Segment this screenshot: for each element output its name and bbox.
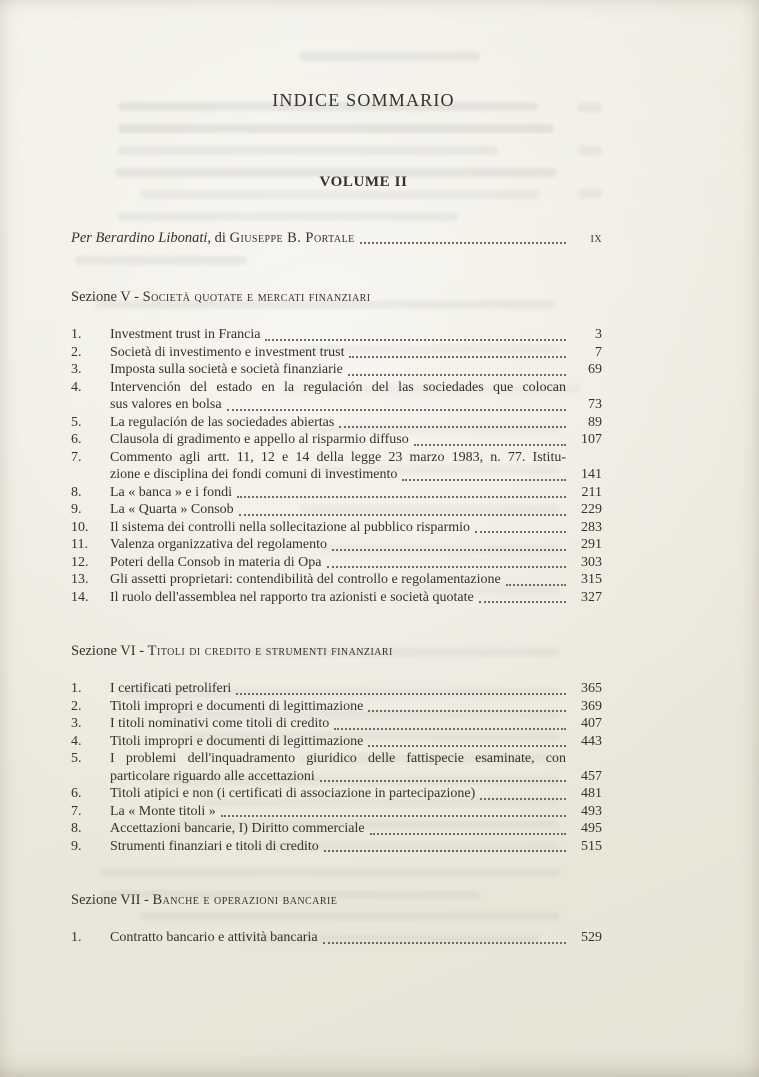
toc-item xyxy=(71,820,602,838)
toc-item xyxy=(71,414,602,432)
dot-leader xyxy=(475,531,566,533)
item-number: 2. xyxy=(71,698,82,714)
toc-item xyxy=(71,449,602,484)
item-number: 7. xyxy=(71,803,82,819)
item-text: Poteri della Consob in materia di Opa xyxy=(110,554,322,570)
item-text: Valenza organizzativa del regolamento xyxy=(110,537,328,552)
toc-item xyxy=(71,733,602,751)
section-label: Sezione V xyxy=(71,289,131,305)
dot-leader xyxy=(349,356,566,358)
dot-leader xyxy=(480,798,566,800)
toc-item xyxy=(71,519,602,537)
toc-item xyxy=(71,571,602,589)
item-number: 6. xyxy=(71,786,82,801)
item-body xyxy=(110,733,602,751)
page-number: 481 xyxy=(581,786,602,801)
item-text: Titoli atipici e non (i certificati di associazione in partecipazione) xyxy=(110,786,476,801)
page-number: 457 xyxy=(581,768,602,784)
dot-leader xyxy=(324,850,566,852)
dedication-connector: , di xyxy=(207,230,230,246)
item-number: 8. xyxy=(71,821,82,836)
dedication-text xyxy=(71,229,355,247)
item-body xyxy=(110,554,602,572)
toc-item xyxy=(71,680,602,698)
page-number: 211 xyxy=(581,484,602,500)
item-body xyxy=(110,414,602,432)
page-title: INDICE SOMMARIO xyxy=(272,90,455,110)
page-number: 69 xyxy=(588,362,602,377)
item-number: 9. xyxy=(71,838,82,854)
dot-leader xyxy=(327,566,566,568)
item-body xyxy=(110,361,602,379)
toc-item xyxy=(71,501,602,519)
item-text: Accettazioni bancarie, I) Diritto commerciale xyxy=(110,821,365,836)
item-number: 8. xyxy=(71,484,82,500)
toc-item xyxy=(71,326,602,344)
toc-item xyxy=(71,589,602,607)
dot-leader xyxy=(506,584,566,586)
toc-item xyxy=(71,750,602,785)
dedication-entry xyxy=(71,229,602,247)
sections xyxy=(71,289,759,947)
item-body xyxy=(110,589,602,607)
item-body xyxy=(110,536,602,554)
section-title: Titoli di credito e strumenti finanziari xyxy=(147,643,393,659)
dot-leader xyxy=(360,242,566,244)
item-body xyxy=(110,484,602,502)
item-text: I titoli nominativi come titoli di credito xyxy=(110,716,330,731)
item-text: La « Quarta » Consob xyxy=(110,502,234,517)
toc-item xyxy=(71,698,602,716)
item-body xyxy=(110,803,602,821)
item-body xyxy=(110,838,602,856)
dot-leader xyxy=(265,339,566,341)
item-number: 4. xyxy=(71,379,82,395)
page-number: 291 xyxy=(581,537,602,552)
item-body xyxy=(110,519,602,537)
item-text: Titoli impropri e documenti di legittimazione xyxy=(110,698,364,714)
item-number: 13. xyxy=(71,572,89,587)
item-number: 3. xyxy=(71,362,82,377)
section-heading xyxy=(71,643,759,660)
item-text: Imposta sulla società e società finanziarie xyxy=(110,362,343,377)
dot-leader xyxy=(370,833,566,835)
item-text: Commento agli artt. 11, 12 e 14 della legge 23 marzo 1983, n. 77. Istitu- xyxy=(110,449,566,465)
section-heading xyxy=(71,289,759,306)
dot-leader xyxy=(334,728,566,730)
page-number: 89 xyxy=(588,414,602,430)
item-text: Il sistema dei controlli nella sollecitazione al pubblico risparmio xyxy=(110,519,471,535)
dot-leader xyxy=(237,496,566,498)
page-number: 73 xyxy=(588,397,602,412)
item-text: zione e disciplina dei fondi comuni di investimento xyxy=(110,467,398,482)
page-number: 327 xyxy=(581,589,602,605)
item-number: 10. xyxy=(71,519,89,535)
page-number: 303 xyxy=(581,554,602,570)
item-body xyxy=(110,929,602,947)
item-body xyxy=(110,431,602,449)
section-label: Sezione VII xyxy=(71,892,141,908)
item-text: sus valores en bolsa xyxy=(110,397,222,412)
item-body xyxy=(110,750,602,785)
item-text: I certificati petroliferi xyxy=(110,681,232,696)
item-text: Il ruolo dell'assemblea nel rapporto tra azionisti e società quotate xyxy=(110,589,474,605)
section-items xyxy=(71,929,602,947)
dot-leader xyxy=(332,549,566,551)
page-number: 315 xyxy=(581,572,602,587)
item-text: particolare riguardo alle accettazioni xyxy=(110,768,315,784)
toc-item xyxy=(71,838,602,856)
section-title: Società quotate e mercati finanziari xyxy=(142,289,371,305)
dedication-work-title: Per Berardino Libonati xyxy=(71,230,208,246)
dedication-page-number: ix xyxy=(590,230,602,246)
page-number: 369 xyxy=(581,698,602,714)
page-number: 495 xyxy=(581,821,602,836)
page-number: 3 xyxy=(595,327,602,342)
page-number: 529 xyxy=(581,930,602,945)
section-separator: - xyxy=(140,892,153,908)
item-body xyxy=(110,680,602,698)
item-text: La « banca » e i fondi xyxy=(110,484,233,500)
item-text: Società di investimento e investment trust xyxy=(110,344,345,360)
item-body xyxy=(110,715,602,733)
toc-item xyxy=(71,431,602,449)
section-items xyxy=(71,680,602,855)
item-body xyxy=(110,449,602,484)
item-text: Titoli impropri e documenti di legittimazione xyxy=(110,733,364,749)
page-number: 229 xyxy=(581,502,602,517)
dot-leader xyxy=(402,479,566,481)
page-number: 141 xyxy=(581,467,602,482)
page-number: 7 xyxy=(595,344,602,360)
page-number: 107 xyxy=(581,432,602,447)
toc-item xyxy=(71,536,602,554)
item-text: Contratto bancario e attività bancaria xyxy=(110,930,318,945)
dot-leader xyxy=(368,745,566,747)
page-number: 493 xyxy=(581,803,602,819)
item-text: Investment trust in Francia xyxy=(110,327,261,342)
item-body xyxy=(110,571,602,589)
item-body xyxy=(110,820,602,838)
toc-item xyxy=(71,715,602,733)
toc-item xyxy=(71,484,602,502)
item-text: I problemi dell'inquadramento giuridico delle fattispecie esaminate, con xyxy=(110,751,566,766)
toc-item xyxy=(71,361,602,379)
toc-section xyxy=(71,892,759,947)
item-number: 7. xyxy=(71,449,82,465)
dot-leader xyxy=(479,601,566,603)
item-text: Intervención del estado en la regulación del las sociedades que colocan xyxy=(110,379,566,395)
toc-item xyxy=(71,554,602,572)
dot-leader xyxy=(320,780,566,782)
item-number: 9. xyxy=(71,502,82,517)
toc-section xyxy=(71,643,759,855)
item-number: 11. xyxy=(71,537,88,552)
section-label: Sezione VI xyxy=(71,643,136,659)
page-number: 515 xyxy=(581,838,602,854)
dot-leader xyxy=(227,409,566,411)
item-number: 12. xyxy=(71,554,89,570)
item-number: 1. xyxy=(71,930,82,945)
dot-leader xyxy=(368,710,566,712)
item-text: Clausola di gradimento e appello al risparmio diffuso xyxy=(110,432,409,447)
item-number: 3. xyxy=(71,716,82,731)
item-body xyxy=(110,698,602,716)
dot-leader xyxy=(348,374,566,376)
toc-item xyxy=(71,785,602,803)
dedication-author: Giuseppe B. Portale xyxy=(229,230,355,246)
dot-leader xyxy=(339,426,566,428)
item-body xyxy=(110,379,602,414)
item-number: 5. xyxy=(71,414,82,430)
section-heading xyxy=(71,892,759,909)
dot-leader xyxy=(414,444,566,446)
dot-leader xyxy=(221,815,566,817)
page-number: 443 xyxy=(581,733,602,749)
item-number: 1. xyxy=(71,681,82,696)
item-number: 14. xyxy=(71,589,89,605)
section-title: Banche e operazioni bancarie xyxy=(152,892,338,908)
item-body xyxy=(110,501,602,519)
item-number: 2. xyxy=(71,344,82,360)
page-number: 365 xyxy=(581,681,602,696)
section-separator: - xyxy=(135,643,148,659)
item-number: 1. xyxy=(71,327,82,342)
section-items xyxy=(71,326,602,606)
dot-leader xyxy=(323,942,566,944)
item-number: 4. xyxy=(71,733,82,749)
page-number: 283 xyxy=(581,519,602,535)
toc-section xyxy=(71,289,759,606)
dot-leader xyxy=(236,693,566,695)
item-body xyxy=(110,785,602,803)
item-text: La regulación de las sociedades abiertas xyxy=(110,414,335,430)
item-text: La « Monte titoli » xyxy=(110,803,216,819)
toc-item xyxy=(71,379,602,414)
section-separator: - xyxy=(130,289,143,305)
item-text: Gli assetti proprietari: contendibilità del controllo e regolamentazione xyxy=(110,572,501,587)
toc-item xyxy=(71,344,602,362)
toc-item xyxy=(71,929,602,947)
item-text: Strumenti finanziari e titoli di credito xyxy=(110,838,319,854)
volume-heading: VOLUME II xyxy=(319,174,408,190)
dot-leader xyxy=(239,514,566,516)
item-body xyxy=(110,326,602,344)
item-number: 5. xyxy=(71,751,82,766)
item-body xyxy=(110,344,602,362)
page-number: 407 xyxy=(581,716,602,731)
toc-item xyxy=(71,803,602,821)
item-number: 6. xyxy=(71,432,82,447)
